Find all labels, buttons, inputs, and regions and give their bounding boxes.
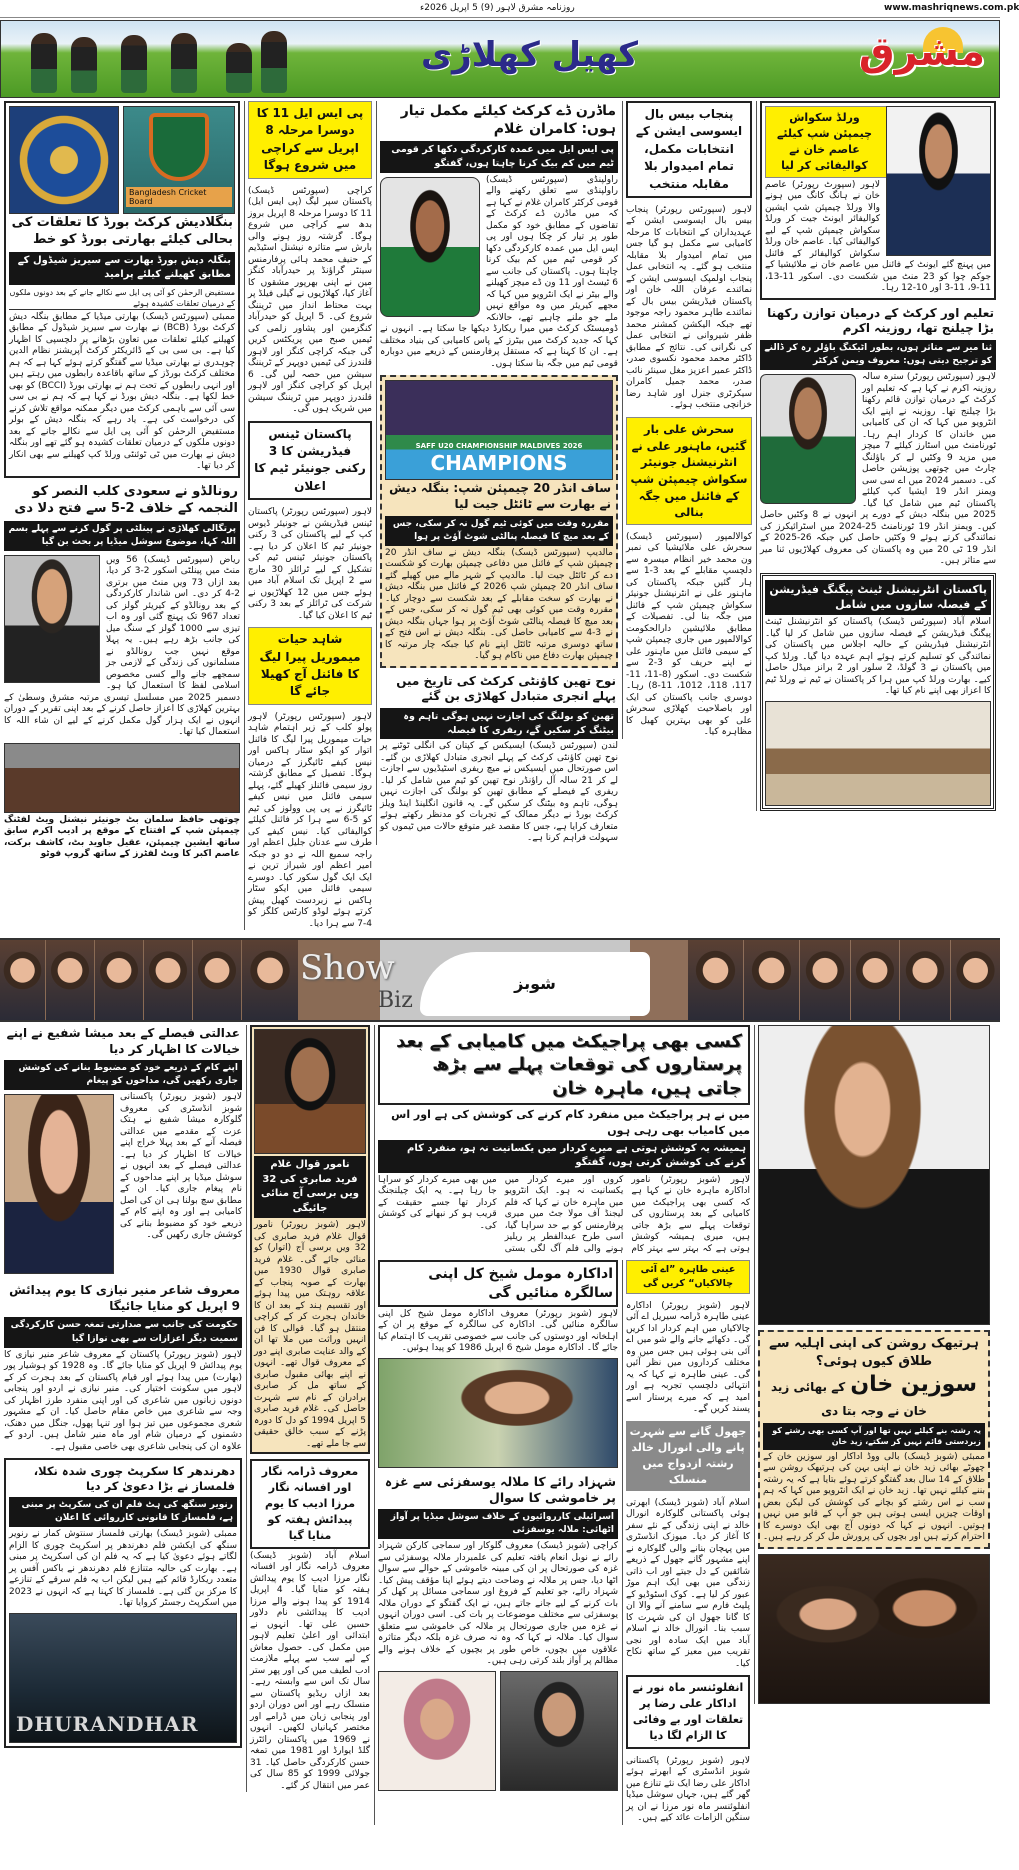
column-d2 xyxy=(622,1260,750,1825)
article-body: لاہور (شوبز رپورٹر) معروف اداکارہ مومل شیخ کل اپنی سالگرہ منائیں گی۔ اداکارہ کی سالگرہ کے موقع پر ان کے اہلخانہ اور دوستوں کی جانب سے خصوصی تقریب کا اہتمام کیا جائے گا۔ اداکارہ مومل شیخ 6 اپریل 1986 کو پیدا ہوئیں۔ xyxy=(378,1308,618,1354)
photo-title-text: CHAMPIONS xyxy=(430,451,568,476)
weightlifting-group-photo xyxy=(4,743,240,813)
showbiz-text-show: Show xyxy=(300,948,395,988)
bcb-logo-text: Bangladesh Cricket Board xyxy=(126,187,232,207)
bcb-story xyxy=(4,101,240,478)
headline: رونالڈو نے سعودی کلب النصر کو النجمہ کے خلاف 2-5 سے فتح دلا دی xyxy=(14,483,238,516)
article-body: لاہور (شوبز رپورٹر) نامور قوال غلام فرید صابری کی 32 ویں برسی آج (اتوار) کو منائی جائے گی۔ غلام فرید صابری قوال 1930 میں بھارت کے صوبہ پنجاب کے علاقہ روہتک میں پیدا ہوئے اور تقسیم ہند کے بعد ان کا خاندان ہجرت کر کے کراچی منتقل ہو گیا۔ قوالی کا فن انہیں وراثت میں ملا تھا ان کے والد عنایت صابری اپنے دور کے معروف قوال تھے۔ انہوں نے اپنے بھائی مقبول صابری کے ساتھ مل کر صابری برادران کے نام سے شہرت حاصل کی۔ غلام فرید صابری 5 اپریل 1994 کو دل کا دورہ پڑنے کے سبب خالق حقیقی سے جا ملے تھے۔ xyxy=(254,1220,366,1449)
anural-body: اسلام آباد (شوبز ڈیسک) ابھرتی ہوئی پاکستانی گلوکارہ انورال خالد نے اپنی زندگی کے نئے سفر کا آغاز کر دیا۔ میوزک انڈسٹری میں پہچان بنانے والی گلوکارہ نے اپنے مشہور گانے جھول کے ذریعے شائقین کے دل جیتے اور اب ذاتی زندگی میں بھی ایک اہم موڑ عبور کر لیا ہے۔ کوک اسٹوڈیو کے پلیٹ فارم سے سامنے آنے والا ان کا گانا جھول ان کی شہرت کا سبب بنا۔ انورال خالد نے اسلام آباد میں ایک سادہ اور نجی تقریب میں معیز کے ساتھ نکاح کیا۔ xyxy=(626,1497,750,1669)
baseball-headline: پنجاب بیس بال ایسوسی ایشن کے انتخابات مکمل، تمام امیدوار بلا مقابلہ منتخب xyxy=(626,101,752,198)
headline: شہزاد رائے کا ملالہ یوسفزئی سے غزہ پر خاموشی کا سوال xyxy=(384,1473,616,1506)
poster-title: DHURANDHAR xyxy=(16,1711,199,1736)
meesha-shafi-photo xyxy=(4,1094,114,1274)
kicker: مستفیض الرحمٰن کو آئی پی ایل سے نکالے جانے کے بعد دونوں ملکوں کے درمیان تعلقات کشیدہ ہوئے xyxy=(9,287,235,308)
rozeena-akram-photo xyxy=(760,374,856,504)
aini-headline: عینی طاہرہ ”اے آئی چالاکیاں“ کریں گی xyxy=(626,1260,750,1294)
celebrity-photo xyxy=(0,940,45,1020)
column-left xyxy=(4,1025,242,1748)
celebrity-photo xyxy=(46,940,94,1020)
column-psl xyxy=(244,101,372,930)
column-kamran xyxy=(376,101,618,845)
mahira-story xyxy=(378,1025,750,1255)
logo-row xyxy=(9,106,235,214)
showbiz-section xyxy=(0,1022,1000,1828)
ronaldo-photo xyxy=(4,555,100,683)
article-body: ممبئی (شوبز ڈیسک) بھارتی فلمساز سنتوش کمار نے رنویر سنگھ کی ایکشن فلم دھرندھر پر اسکرپٹ چوری کا الزام لگاتے ہوئے دعویٰ کیا ہے کہ یہ فلم ان کی اسکرپٹ پر مبنی ہے۔ بھارت کی حالیہ متنازع فلم دھرندھر نے باکس آفس پر متعدد ریکارڈ قائم کیے ہیں لیکن اب یہ فلم سرقے کے تنازعے کا مرکز بن گئی ہے۔ فلمساز کا کہنا ہے کہ انہوں نے 2023 میں اسکرپٹ رجسٹر کروایا تھا۔ xyxy=(9,1529,237,1609)
shehzad-roy-photo xyxy=(500,1671,618,1791)
psl-body: کراچی (سپورٹس ڈیسک) پاکستان سپر لیگ (پی ایس ایل) 11 کا دوسرا مرحلہ 8 اپریل بروز بدھ سے کراچی میں شروع ہوگا۔ گزشتہ روز ہونے والی بارش سے متاثرہ نیشنل اسٹیڈیم کے حنیف محمد ہائی پرفارمنس سینٹر گراؤنڈ پر حیدرآباد کنگز مین نے اپنی بھرپور مشقوں کا آغاز کیا، کھلاڑیوں نے گیلی فیلڈ پر بہت محتاط انداز میں ٹریننگ شروع کی۔ 5 اپریل کو حیدرآباد کنگزمین اور پشاور زلمی کی ٹیمیں صبح میں پریکٹس کریں گی جبکہ کراچی کنگز اور لاہور قلندرز کی ٹیمیں دوپہر کے ٹریننگ سیشن میں حصہ لیں گی۔ 6 اپریل کو کراچی کنگز اور لاہور قلندرز دوپہر میں ٹریننگ سیشن میں شریک ہوں گی۔ xyxy=(248,185,372,415)
rozeena-story xyxy=(760,305,996,568)
headline: ورلڈ سکواش چیمپئن شپ کیلئے عاصم خان نے کوالیفائی کر لیا xyxy=(765,106,991,178)
column-b2 xyxy=(246,1025,370,1792)
headline: دھرندھر کا سکرپٹ چوری شدہ نکلا، فلمساز نے بڑا دعویٰ کر دیا xyxy=(33,1464,235,1493)
ghulam-farid-sabri-photo xyxy=(254,1029,366,1154)
subheadline: پرتگالی کھلاڑی نے پینلٹی پر گول کرنے سے پہلے بسم اللہ کہا، موضوع سوشل میڈیا پر بحث بن گیا xyxy=(4,521,240,551)
kamran-ghulam-photo xyxy=(380,177,480,317)
article-body: اسلام آباد (سپورٹس ڈیسک) پاکستان کو انٹرنیشنل ٹینٹ پیگنگ فیڈریشن کے فیصلہ سازوں میں شامل کر لیا گیا۔ انٹرنیشنل فیڈریشن کے حالیہ اجلاس میں پاکستان کی نمائندگی کو تسلیم کرتے ہوئے اہم عہدہ دیا گیا۔ ورلڈ کپ میں پاکستان نے 3 گولڈ، 2 سلور اور 2 برانز میڈل حاصل کیے۔ بھارت ورلڈ کپ میں ہرا کر پاکستان نے ٹیم نے ورلڈ ٹیم کا اعزاز بھی اپنے نام کیا تھا۔ xyxy=(765,617,991,697)
article-body: ممبئی (شوبز ڈیسک) بالی ووڈ اداکار اور سوزین خان کے چھوٹے بھائی زید خان نے اپنی بہن کی ہرتیھک روشن سے طلاق کے 14 سال بعد گفتگو کرتے ہوئے بتایا ہے کہ یہ رشتہ بننے کیلئے نہیں تھا۔ زید خان نے ایک انٹرویو میں کہا کہ ہم سب نے اس رشتے کو بچانے کی کوشش کی لیکن بعض اوقات چیزیں ایسی ہوتی ہیں جو آپ کے قابو میں نہیں ہوتیں۔ انہوں نے کہا کہ دونوں آج بھی ایک دوسرے کا احترام کرتے ہیں اور بچوں کی پرورش مل کر کر رہے ہیں۔ xyxy=(762,1451,985,1543)
bcci-logo-image xyxy=(9,106,119,214)
celebrity-photo xyxy=(744,940,799,1020)
sports-section xyxy=(0,98,1000,936)
noah-story xyxy=(380,673,618,845)
headline: ساف انڈر 20 چیمپئن شپ: بنگلہ دیش نے بھارت سے ٹائٹل جیت لیا xyxy=(389,481,611,511)
subheadline: تھین کو بولنگ کی اجازت نہیں ہوگی تاہم وہ بیٹنگ کر سکیں گے، ریفری کا فیصلہ xyxy=(380,708,618,740)
headline: معروف شاعر منیر نیازی کا یوم پیدائش 9 اپریل کو منایا جائیگا xyxy=(9,1283,240,1313)
tent-pegging-story xyxy=(760,573,996,811)
column-baseball xyxy=(622,101,752,739)
celebrity-photo xyxy=(95,940,143,1020)
newspaper-logo: مشرق xyxy=(858,29,985,75)
showbiz-title-urdu: شوبز xyxy=(420,952,650,1016)
athlete-image xyxy=(261,31,287,93)
article-body: لاہور (شوبز رپورٹر) پاکستانی شوبز انڈسٹری کی معروف گلوکارہ میشا شفیع نے ہتک عزت کے مقدمے میں عدالتی فیصلہ آنے کے بعد پہلا خراج اپنے خیالات کا اظہار کر دیا ہے۔ عدالتی فیصلے کے بعد انہوں نے سوشل میڈیا پر اپنے مداحوں کے نام پیغام جاری کیا۔ ان کے مطابق سچ بولنا ہی ان کی اصل کامیابی ہے اور وہ اپنے کام کے ذریعے خود کو مضبوط بنانے کی کوشش جاری رکھیں گی۔ xyxy=(120,1092,242,1241)
champions-photo xyxy=(385,380,613,480)
kamran-story xyxy=(380,101,618,370)
meesha-story xyxy=(4,1025,242,1277)
article-body: کراچی (شوبز ڈیسک) معروف گلوکار اور سماجی کارکن شہزاد رائے نے نوبل انعام یافتہ تعلیم کی علمبردار ملالہ یوسفزئی سے غزہ کی صورتحال پر ان کی مبینہ خاموشی کے حوالے سے سوال اٹھا دیا، جس پر ملالہ نے وضاحت دیتے ہوئے اپنا مؤقف پیش کیا۔ شہزاد رائے، جو تعلیم کے فروغ اور سماجی مسائل پر کھل کر بات کرنے کے لیے جانے جاتے ہیں، نے ایک گفتگو کے دوران ملالہ یوسفزئی سے مختلف موضوعات پر بات کی۔ اسی دوران انہوں نے غزہ میں جاری صورتحال پر ملالہ کی خاموشی سے متعلق سوال کیا۔ ملالہ نے کہا کہ وہ نہ صرف غزہ بلکہ دیگر متاثرہ علاقوں میں بچوں، خاص طور پر بچیوں کے خلاف ہونے والے مظالم پر آواز بلند کرتی رہی ہیں۔ xyxy=(378,1541,618,1667)
mahnoor-body: لاہور (شوبز رپورٹر) پاکستانی شوبز انڈسٹری کے ابھرتے ہوئے اداکار علی رضا ایک نئے تنازع میں گھر گئے ہیں، جہاں سوشل میڈیا انفلوئنسر ماہ نور مرزا نے ان پر سنگین الزامات عائد کیے ہیں۔ xyxy=(626,1755,750,1824)
subheadline: مقررہ وقت میں کوئی ٹیم گول نہ کر سکی، جس کے بعد میچ کا فیصلہ پنالٹی شوٹ آؤٹ پر ہوا xyxy=(385,516,613,546)
celebrity-photo xyxy=(193,940,241,1020)
sehrish-headline: سحرش علی بار گئیں، ماہنور علی نے انٹرنیشنل جونیئر سکواش چیمپئن شپ کے فائنل میں جگہ بنالی xyxy=(626,417,752,525)
mirza-adeeb-story xyxy=(250,1459,370,1792)
subheadline: ہمیشہ یہ کوشش ہوتی ہے میرے کردار میں یکسانیت نہ ہو، منفرد کام کرنے کی کوشش کرتی ہوں، گفتگو xyxy=(378,1140,750,1173)
top-strip xyxy=(0,0,1019,18)
column-right xyxy=(756,101,996,811)
momal-sheikh-photo xyxy=(378,1358,618,1468)
headline: معروف ڈرامہ نگار اور افسانہ نگار مرزا ادیب کا یوم پیدائش ہفتہ کو منایا گیا xyxy=(250,1459,370,1549)
headline: پاکستان انٹرنیشنل ٹینٹ پیگنگ فیڈریشن کے فیصلہ سازوں میں شامل xyxy=(765,580,991,616)
article-body: لاہور (سپورٹس رپورٹر) سترہ سالہ روزینہ اکرم نے کہا ہے کہ تعلیم اور کرکٹ کے درمیان توازن قائم رکھنا بڑا چیلنج تھا۔ روزینہ نے اپنے ایک انٹرویو میں کہا کہ ان کی کامیابی میں خاندان کا کردار اہم رہا۔ ٹورنامنٹ میں اسٹارز کیلئے 7 میچز میں مزید 9 وکٹیں لے کر باؤلنگ چارٹ میں چوتھی پوزیشن حاصل کی۔ دسمبر 2024 میں اے سی سی ویمنز انڈر 19 ایشیا کپ کیلئے پاکستان ٹیم میں شامل کیا گیا۔ 2025 میں بنگلہ دیش کے دورے پر انہوں نے 8 وکٹیں حاصل کیں۔ ویمنز انڈر 19 ٹورنامنٹ 25-2024 میں اسٹرائیکرز کی نمائندگی کرتے ہوئے 9 وکٹیں حاصل کیں جبکہ 26-2025 کے انڈر 19 ٹی 20 میں وہ پاکستان کی معروف کھلاڑیوں ثنا میر سے متاثر ہیں۔ xyxy=(760,372,997,567)
baseball-body: لاہور (سپورٹس رپورٹر) پنجاب بیس بال ایسوسی ایشن کے عہدیداران کے انتخابات کا مرحلہ کامیابی سے مکمل ہو گیا جس میں تمام امیدوار بلا مقابلہ منتخب ہو گئے۔ یہ انتخابی عمل پنجاب اولمپک ایسوسی ایشن کے نمائندے عرفان اللہ خان اور پاکستان فیڈریشن بیس بال کے نمائندے طاہر محمود راجہ موجود تھے جبکہ الیکشن کمشنر محمد ظفر شیروانی نے انتخابی عمل کی نگرانی کی۔ نتائج کے مطابق ڈاکٹر محمد محمود نکسوی صدر، ڈاکٹر عمیر اعزیز مغل سینئر نائب صدر، محمد جمیل کامران سیکرٹری جنرل اور شاہد رضا خزانچی منتخب ہوئے۔ xyxy=(626,204,752,411)
article-body: لاہور (سپورٹ رپورٹر) عاصم خان نے ہانگ کانگ میں ہونے والا ورلڈ چیمپئن شپ ایشین کوالیفائر ایونٹ جیت کر ورلڈ سکواش چیمپئن شپ کے لیے کوالیفائی کیا۔ عاصم خان ورلڈ سکواش کوالیفائر کے فائنل میں پہنچ گئے ایونٹ کے فائنل میں عاصم خان نے ملائیشیا کے جوکم چوا کو 23 منٹ میں شکست دی۔ اسکور 11-13، 11-9، 11-3 اور 10-12 رہا۔ xyxy=(765,179,992,294)
athlete-image xyxy=(31,33,57,93)
subheadline: رنویر سنگھ کی ہٹ فلم ان کی سکرپٹ پر مبنی ہے، فلمساز کا قانونی کارروائی کا اعلان xyxy=(9,1497,237,1527)
celebrity-photo xyxy=(242,940,298,1020)
asim-khan-photo xyxy=(886,106,991,256)
subheadline: یہ رشتہ بنے کیلئے نہیں تھا اور آپ کسی بھی رشتے کو زبردستی قائم نہیں کر سکتے، زید خان xyxy=(763,1423,985,1450)
headline xyxy=(763,1371,985,1420)
kicker: میں نے ہر پراجیکٹ میں منفرد کام کرنے کی کوشش کی ہے اور اس میں کامیاب بھی رہی ہوں xyxy=(391,1108,750,1137)
anural-headline: جھول گانے سے شہرت پانے والی انورال خالد رشتہ ازدواج میں منسلک xyxy=(626,1421,750,1491)
column-right-showbiz xyxy=(754,1025,990,1704)
celebrity-photo xyxy=(688,940,743,1020)
dhurandhar-story xyxy=(4,1458,242,1747)
headline: کسی بھی پراجیکٹ میں کامیابی کے بعد پرستاروں کی توقعات پہلے سے بڑھ جاتی ہیں، ماہرہ خان xyxy=(378,1025,750,1105)
ronaldo-story xyxy=(4,483,240,861)
athlete-image xyxy=(226,43,252,93)
subheadline: اسرائیلی کارروائیوں کے خلاف سوشل میڈیا پر آواز اٹھائی: ملالہ یوسفزئی xyxy=(378,1509,618,1539)
headline-rest: کے بھائی زید خان نے وجہ بتا دی xyxy=(770,1380,927,1418)
headline: اداکارہ مومل شیخ کل اپنی سالگرہ منائیں گی xyxy=(378,1260,618,1306)
momal-story xyxy=(378,1260,618,1467)
saff-story xyxy=(380,375,618,667)
celebrity-photo xyxy=(800,940,850,1020)
celebrity-photo xyxy=(851,940,899,1020)
subheadline: اپنے کام کے ذریعے خود کو مضبوط بنانے کی کوشش جاری رکھیں گی، مداحوں کو پیغام xyxy=(4,1060,242,1090)
tennis-headline: پاکستان ٹینس فیڈریشن کا 3 رکنی جونیئر ٹیم کا اعلان xyxy=(248,421,372,501)
article-body: لاہور (شوبز رپورٹر) پاکستان کے معروف شاعر منیر نیازی کا یوم پیدائش 9 اپریل کو منایا جائے گا۔ وہ 1928 کو ہوشیار پور (بھارت) میں پیدا ہوئے اور قیام پاکستان کے بعد ہجرت کر کے لاہور میں سکونت اختیار کی۔ منیر نیازی نے اردو اور پنجابی دونوں زبانوں میں شاعری کی اور اپنی منفرد طرز اظہار کی وجہ سے شاعری میں خاص مقام حاصل کیا۔ ان کے مشہور شعری مجموعوں میں تیز ہوا اور تنہا پھول، جنگل میں دھنک، دشمنوں کے درمیان شام اور ماہ منیر شامل ہیں۔ اردو کے علاوہ ان کی پنجابی شاعری بھی خاصی مقبول ہے۔ xyxy=(4,1349,242,1452)
headline: ماڈرن ڈے کرکٹ کیلئے مکمل تیار ہوں: کامران غلام xyxy=(400,103,616,138)
photo-caption-headline: نامور قوال غلام فرید صابری کی 32 ویں برسی آج منائی جائیگی xyxy=(254,1156,366,1218)
athlete-image xyxy=(71,37,97,93)
munir-story xyxy=(4,1282,242,1453)
article-body: لاہور (شوبز رپورٹر) نامور اداکارہ ماہرہ خان نے کہا ہے کہ کسی بھی پراجیکٹ میں کامیابی کے بعد پرستاروں کی توقعات پہلے سے بڑھ جاتی ہیں، میری ہمیشہ کوشش ہوتی ہے کہ بہتر سے بہتر کام کروں اور میرے کردار میں یکسانیت نہ ہو۔ ایک انٹرویو میں ماہرہ خان نے کہا کہ فلم لیجنڈ آف مولا جٹ میں میری پرفارمنس کو بے حد سراہا گیا، اسی طرح عبدالفطر پر ریلیز ہونے والی فلم آگ لگی بستی میں بھی میرے کردار کو سراہا جا رہا ہے۔ یہ ایک چیلنجنگ کردار تھا جسے حقیقت کے قریب ہو کر نبھانے کی کوشش کی۔ xyxy=(378,1174,750,1254)
middle-subrow xyxy=(378,1260,750,1825)
headline: تعلیم اور کرکٹ کے درمیان توازن رکھنا بڑا چیلنج تھا، روزینہ اکرم xyxy=(767,305,994,336)
malala-photo xyxy=(378,1671,496,1791)
athlete-image xyxy=(121,35,147,93)
subheadline: بنگلہ دیش بورڈ بھارت سے سیریز شیڈول کے مطابق کھیلنے کیلئے پرامید xyxy=(9,252,235,285)
article-body: ممبئی (سپورٹس ڈیسک) بھارتی میڈیا کے مطابق بنگلہ دیش کرکٹ بورڈ (BCB) نے بھارت سے سیریز شیڈول کے مطابق کھیلنے کیلئے تعلقات میں تعاون بڑھانے پر دلچسپی کا اظہار کیا ہے۔ بی سی بی کے ڈائریکٹر کرکٹ آپریشنز نظام الدین چوہدری نے بھارتی میڈیا سے گفتگو کرتے ہوئے کہا ہے کہ ہم مختلف کرکٹ بورڈز کے ساتھ باقاعدہ رابطوں میں رہتے ہیں اور انہی رابطوں کے تحت ہم نے بھارتی بورڈ (BCCI) کو بھی خط لکھا ہے۔ بنگلہ دیش بورڈ نے کہا ہے کہ ہم نے بی سی سی آئی سے باہمی کرکٹ میں دیگر ممکنہ مواقع تلاش کرنے کی درخواست کی ہے۔ یاد رہے کہ بنگلہ دیش کے بولر مستفیض الرحمٰن کو آئی پی ایل سے نکالے جانے کے بعد دونوں ملکوں کے درمیان تعلقات کشیدہ ہو گئے تھے اور بنگلہ دیش نے بھارت میں ٹی ٹوئنٹی ورلڈ کپ کھیلنے سے بھی انکار کر دیا تھا۔ xyxy=(9,311,236,472)
para-league-headline: شاہد حیات میموریل پیرا لیگ کا فائنل آج کھیلا جائے گا xyxy=(248,627,372,705)
photo-banner-text: SAFF U20 CHAMPIONSHIP MALDIVES 2026 xyxy=(415,442,583,451)
hrithik-story xyxy=(758,1330,990,1549)
showbiz-banner xyxy=(0,938,1000,1022)
psl-headline: پی ایس ایل 11 کا دوسرا مرحلہ 8 اپریل سے کراچی میں شروع ہوگا xyxy=(248,101,372,179)
sabri-story xyxy=(250,1025,370,1454)
hrithik-sussanne-photo xyxy=(758,1554,990,1704)
celebrity-photo xyxy=(144,940,192,1020)
headline: بنگلادیش کرکٹ بورڈ کا تعلقات کی بحالی کیلئے بھارتی بورڈ کو خط xyxy=(11,215,233,247)
tiger-crest xyxy=(149,113,209,181)
column-bcb xyxy=(4,101,240,861)
showbiz-text-biz: Biz xyxy=(378,988,413,1013)
headline-emphasis: سوزین خان xyxy=(850,1372,978,1398)
column-middle xyxy=(374,1025,750,1825)
subheadline: پی ایس ایل میں عمدہ کارکردگی دکھا کر قومی ٹیم میں کم بیک کرنا چاہتا ہوں، گفتگو xyxy=(380,141,618,173)
article-body: راولپنڈی (سپورٹس ڈیسک) راولپنڈی سے تعلق رکھنے والے قومی کرکٹر کامران غلام نے کہا ہے کہ میں ماڈرن ڈے کرکٹ کے تقاضوں کے مطابق خود کو مکمل طور پر تیار کر چکا ہوں اور پی ایس ایل میں عمدہ کارکردگی دکھا کر قومی ٹیم میں کم بیک کرنا چاہتا ہوں۔ پاکستان کی جانب سے 6 ٹیسٹ اور 11 ون ڈے میچز کھیلنے والے بیٹر نے ایک انٹرویو میں کہا کہ مجھے کیریئر میں وہ مواقع نہیں ملے جو ملنے چاہیے تھے، حالانکہ ڈومیسٹک کرکٹ میں میرا ریکارڈ دیکھا جا سکتا ہے۔ انہوں نے کہا کہ جدید کرکٹ میں بیٹرز کے پاس کامیابی کی بنیاد مختلف ہے۔ ان کا کہنا ہے کہ مستقل پرفارمنس کے ذریعے میں دوبارہ قومی ٹیم میں جگہ بنا سکتا ہوں۔ xyxy=(380,174,618,369)
dateline: روزنامہ مشرق لاہور (9) 5 اپریل 2026ء xyxy=(420,3,575,13)
subheadline: حکومت کی جانب سے صدارتی تمغہ حسن کارکردگی سمیت دیگر اعزازات سے بھی نوازا گیا xyxy=(4,1317,242,1347)
article-body: مالدیپ (سپورٹس ڈیسک) بنگلہ دیش نے ساف انڈر 20 چیمپئن شپ کے فائنل میں دفاعی چیمپئن بھارت کو شکست دے کر ٹائٹل جیت لیا۔ مالدیپ کے شہر مالے میں کھیلے گئے ساف انڈر 20 چیمپئن شپ 2026 کے فائنل میں بنگلہ دیش نے بھارت کو سخت مقابلے کے بعد شکست سے دوچار کیا۔ مقررہ وقت میں کوئی بھی ٹیم گول نہ کر سکی، جس کے بعد میچ کا فیصلہ پنالٹی شوٹ آؤٹ پر ہوا جہاں بنگلہ دیش نے 3-4 سے کامیابی حاصل کی۔ بنگلہ دیش نے اس فتح کے ساتھ دوسری مرتبہ ٹائٹل اپنے نام کیا جبکہ چار مرتبہ کا چیمپئن بھارت دفاع میں ناکام ہو گیا۔ xyxy=(385,547,614,662)
aini-body: لاہور (شوبز رپورٹر) اداکارہ عینی طاہرہ ڈرامہ سیریل اے آئی چالاکیاں میں اہم کردار ادا کریں گی۔ دکھائے جانے والے شو میں اے آئی بنی ہوئی ہیں جس میں وہ مختلف کرداروں میں نظر آئیں گی۔ عینی طاہرہ نے کہا کہ یہ انتہائی دلچسپ تجربہ ہے اور امید ہے کہ میرے پرستار اسے پسند کریں گے۔ xyxy=(626,1300,750,1415)
mahira-khan-photo xyxy=(758,1025,990,1325)
article-body: اسلام آباد (شوبز ڈیسک) معروف ڈرامہ نگار اور افسانہ نگار مرزا ادیب کا یوم پیدائش ہفتہ کو منایا گیا۔ 4 اپریل 1914 کو پیدا ہونے والے مرزا ادیب کا پیدائشی نام دلاور حسین علی تھا۔ انہوں نے ابتدائی اور اعلیٰ تعلیم لاہور میں مکمل کی۔ حصول معاش کے لیے سب سے پہلے ملازمت ادب لطیف میں کی اور پھر ستر سال تک اس سے وابستہ رہے۔ بعد ازاں ریڈیو پاکستان سے منسلک رہے اور اس دوران اردو اور پنجابی زبان میں ڈرامے اور مختصر کہانیاں لکھیں۔ انہوں نے 1969 میں پاکستان رائٹرز گلڈ ایوارڈ اور 1981 میں تمغہ حسن کارکردگی حاصل کیا۔ 31 جولائی 1999 کو 85 سال کی عمر میں انتقال کر گئے۔ xyxy=(250,1550,371,1791)
column-c2 xyxy=(378,1260,618,1790)
asim-story xyxy=(760,101,996,300)
celebrity-photo xyxy=(951,940,1000,1020)
headline: عدالتی فیصلے کے بعد میشا شفیع نے اپنے خیالات کا اظہار کر دیا xyxy=(6,1026,240,1056)
article-body: ریاض (سپورٹس ڈیسک) 56 ویں منٹ میں پینلٹی اسکور 2-3 کر دیا، بعد ازاں 73 ویں منٹ میں برتری 2-4 کر دی۔ اس شاندار کارکردگی کے بعد رونالڈو کے کیریئر گولز کی تعداد 967 تک پہنچ گئی اور وہ اب تیزی سے 1000 گولز کے سنگ میل کی جانب بڑھ رہے ہیں۔ یہ پہلا موقع نہیں جب رونالڈو نے مسلمانوں کی زندگی کے لازمی جز سمجھے جانے والے کسی مخصوص اسلامی لفظ کا استعمال کیا ہو۔ دسمبر 2025 میں مسلسل تیسری مرتبہ مشرق وسطیٰ کے بہترین کھلاڑی کا اعزاز حاصل کرنے کے بعد اپنی تقریر کے دوران انہوں نے ایک ہزار گول مکمل کرنے کے لیے ان شاء اللہ کا استعمال کیا تھا۔ xyxy=(4,554,241,738)
celebrity-photo xyxy=(900,940,950,1020)
ronaldo-body-wrap xyxy=(4,553,240,739)
malala-story xyxy=(378,1473,618,1791)
tennis-body: لاہور (سپورٹس رپورٹر) پاکستان ٹینس فیڈریشن نے جونیئر ڈیوس کپ کے لیے پاکستان کی 3 رکنی جونیئر ٹیم کا اعلان کر دیا ہے۔ پاکستان جونیئر ٹینس ٹیم کی تشکیل کے لیے ٹرائلز 30 مارچ سے 2 اپریل تک اسلام آباد میں ہوئے جس میں 12 کھلاڑیوں نے شرکت کی ٹرائلز کے بعد 3 رکنی ٹیم کا اعلان کیا گیا۔ xyxy=(248,507,372,621)
headline: نوح تھین کاؤنٹی کرکٹ کی تاریخ میں پہلے انجری متبادل کھلاڑی بن گئے xyxy=(396,673,616,704)
dhurandhar-poster xyxy=(9,1613,237,1743)
malala-photo-row xyxy=(378,1671,618,1791)
kicker: ہرتیھک روشن کی اپنی اہلیہ سے طلاق کیوں ہوئی؟ xyxy=(769,1336,979,1370)
mahnoor-headline: انفلوئنسر ماہ نور نے اداکار علی رضا پر تعلقات اور بے وفائی کا الزام لگا دیا xyxy=(626,1675,750,1749)
photo-caption: چوتھی حافظ سلمان بٹ جونیئر نیشنل ویٹ لفٹنگ چیمپئن شپ کے افتتاح کے موقع پر ادیب اکرم سابق ساتھ ایشین چیمپئن، عقیل جاوید بٹ، کاشف برکت، عاصم اکبر کا ویٹ لفٹرز کے ساتھ گروپ فوٹو xyxy=(4,814,240,860)
website-url[interactable]: www.mashriqnews.com.pk xyxy=(884,3,1019,13)
tent-pegging-photo xyxy=(765,701,991,806)
section-title: کھیل کھلاڑی xyxy=(421,35,639,75)
athlete-image xyxy=(171,33,197,93)
bcb-logo-image xyxy=(123,106,235,214)
sehrish-body: کوالالمپور (سپورٹس ڈیسک) سحرش علی ملائیشیا کی نمبر ون محمد خیر انظام میسرہ سے دلچسپ مقابلے کے بعد 3-1 سے ہار گئیں جبکہ پاکستان کی ماہنور علی نے انٹرنیشنل جونیئر سکواش چیمپئن شپ کے فائنل میں جگہ بنا لی۔ تفصیلات کے مطابق ملائیشین دارالحکومت کوالالمپور میں جاری چیمپئن شپ کے سیمی فائنل میں ماہنور علی نے اپنے حریف کو 3-2 سے شکست دی۔ اسکور (8-11، 11-117، 118، 1012، 11-8) رہا۔ دوسری جانب پاکستان کی ایک اور باصلاحیت کھلاڑی سحرش علی کو بھی بہترین کھیل کا مظاہرہ کیا۔ xyxy=(626,531,753,738)
section-banner xyxy=(0,20,1000,98)
article-body: لندن (سپورٹس ڈیسک) ایسیکس کے کپتان کی انگلی ٹوٹنے پر نوح تھین کاؤنٹی کرکٹ کے پہلے انجری متبادل کھلاڑی بن گئے۔ اس صورتحال میں ایسیکس نے میچ ریفری اسٹیڈیوں سے اجازت لے کر 21 سالہ آل راؤنڈر نوح تھین کو ٹیم میں شامل کر لیا۔ ریفری کے فیصلے کے مطابق تھین کو بولنگ کی اجازت نہیں ہوگی، تاہم وہ بیٹنگ کر سکیں گے۔ یہ قانون انگلینڈ اینڈ ویلز کرکٹ بورڈ نے دیگر ممالک کے تجربات کو مدنظر رکھتے ہوئے متعارف کرایا ہے، جس کا مقصد غیر متوقع حالات میں ٹیموں کو سہولت فراہم کرنا ہے۔ xyxy=(380,741,618,844)
para-league-body: لاہور (سپورٹس رپورٹر) لاہور پولو کلب کے زیر اہتمام شاہد حیات میموریل پیرا لیگ کا فائنل اتوار کو ایکو سٹار ہاکس اور نیس کیفے ٹائیگرز کے درمیان ہوگا۔ تفصیل کے مطابق گزشتہ روز سیمی فائنلز کھیلے گئے، پہلے سیمی فائنل میں نیس کیفے ٹائیگرز نے پی پی وولوز کی ٹیم کو 5-6 سے ہرا کر فائنل کیلئے کوالیفائی کیا۔ نیس کیفے کی طرف سے عدنان جلیل اعظم اور راجہ سمیع اللہ نے دو دو جبکہ امیر اعظم اور شیراز ترین نے ایک ایک گول سکور کیا۔ دوسرے سیمی فائنل میں ایکو سٹار ہاکس نے زبردست کھیل پیش کرتے ہوئے لوڈو کارٹس کلگز کو 4-7 سے ہرا دیا۔ xyxy=(248,711,372,929)
subheadline: ثنا میر سے متاثر ہوں، بطور اٹیکنگ باؤلر رہ کر ڈالنے کو ترجیح دیتی ہوں: معروف ویمن کرکٹر xyxy=(760,340,996,370)
